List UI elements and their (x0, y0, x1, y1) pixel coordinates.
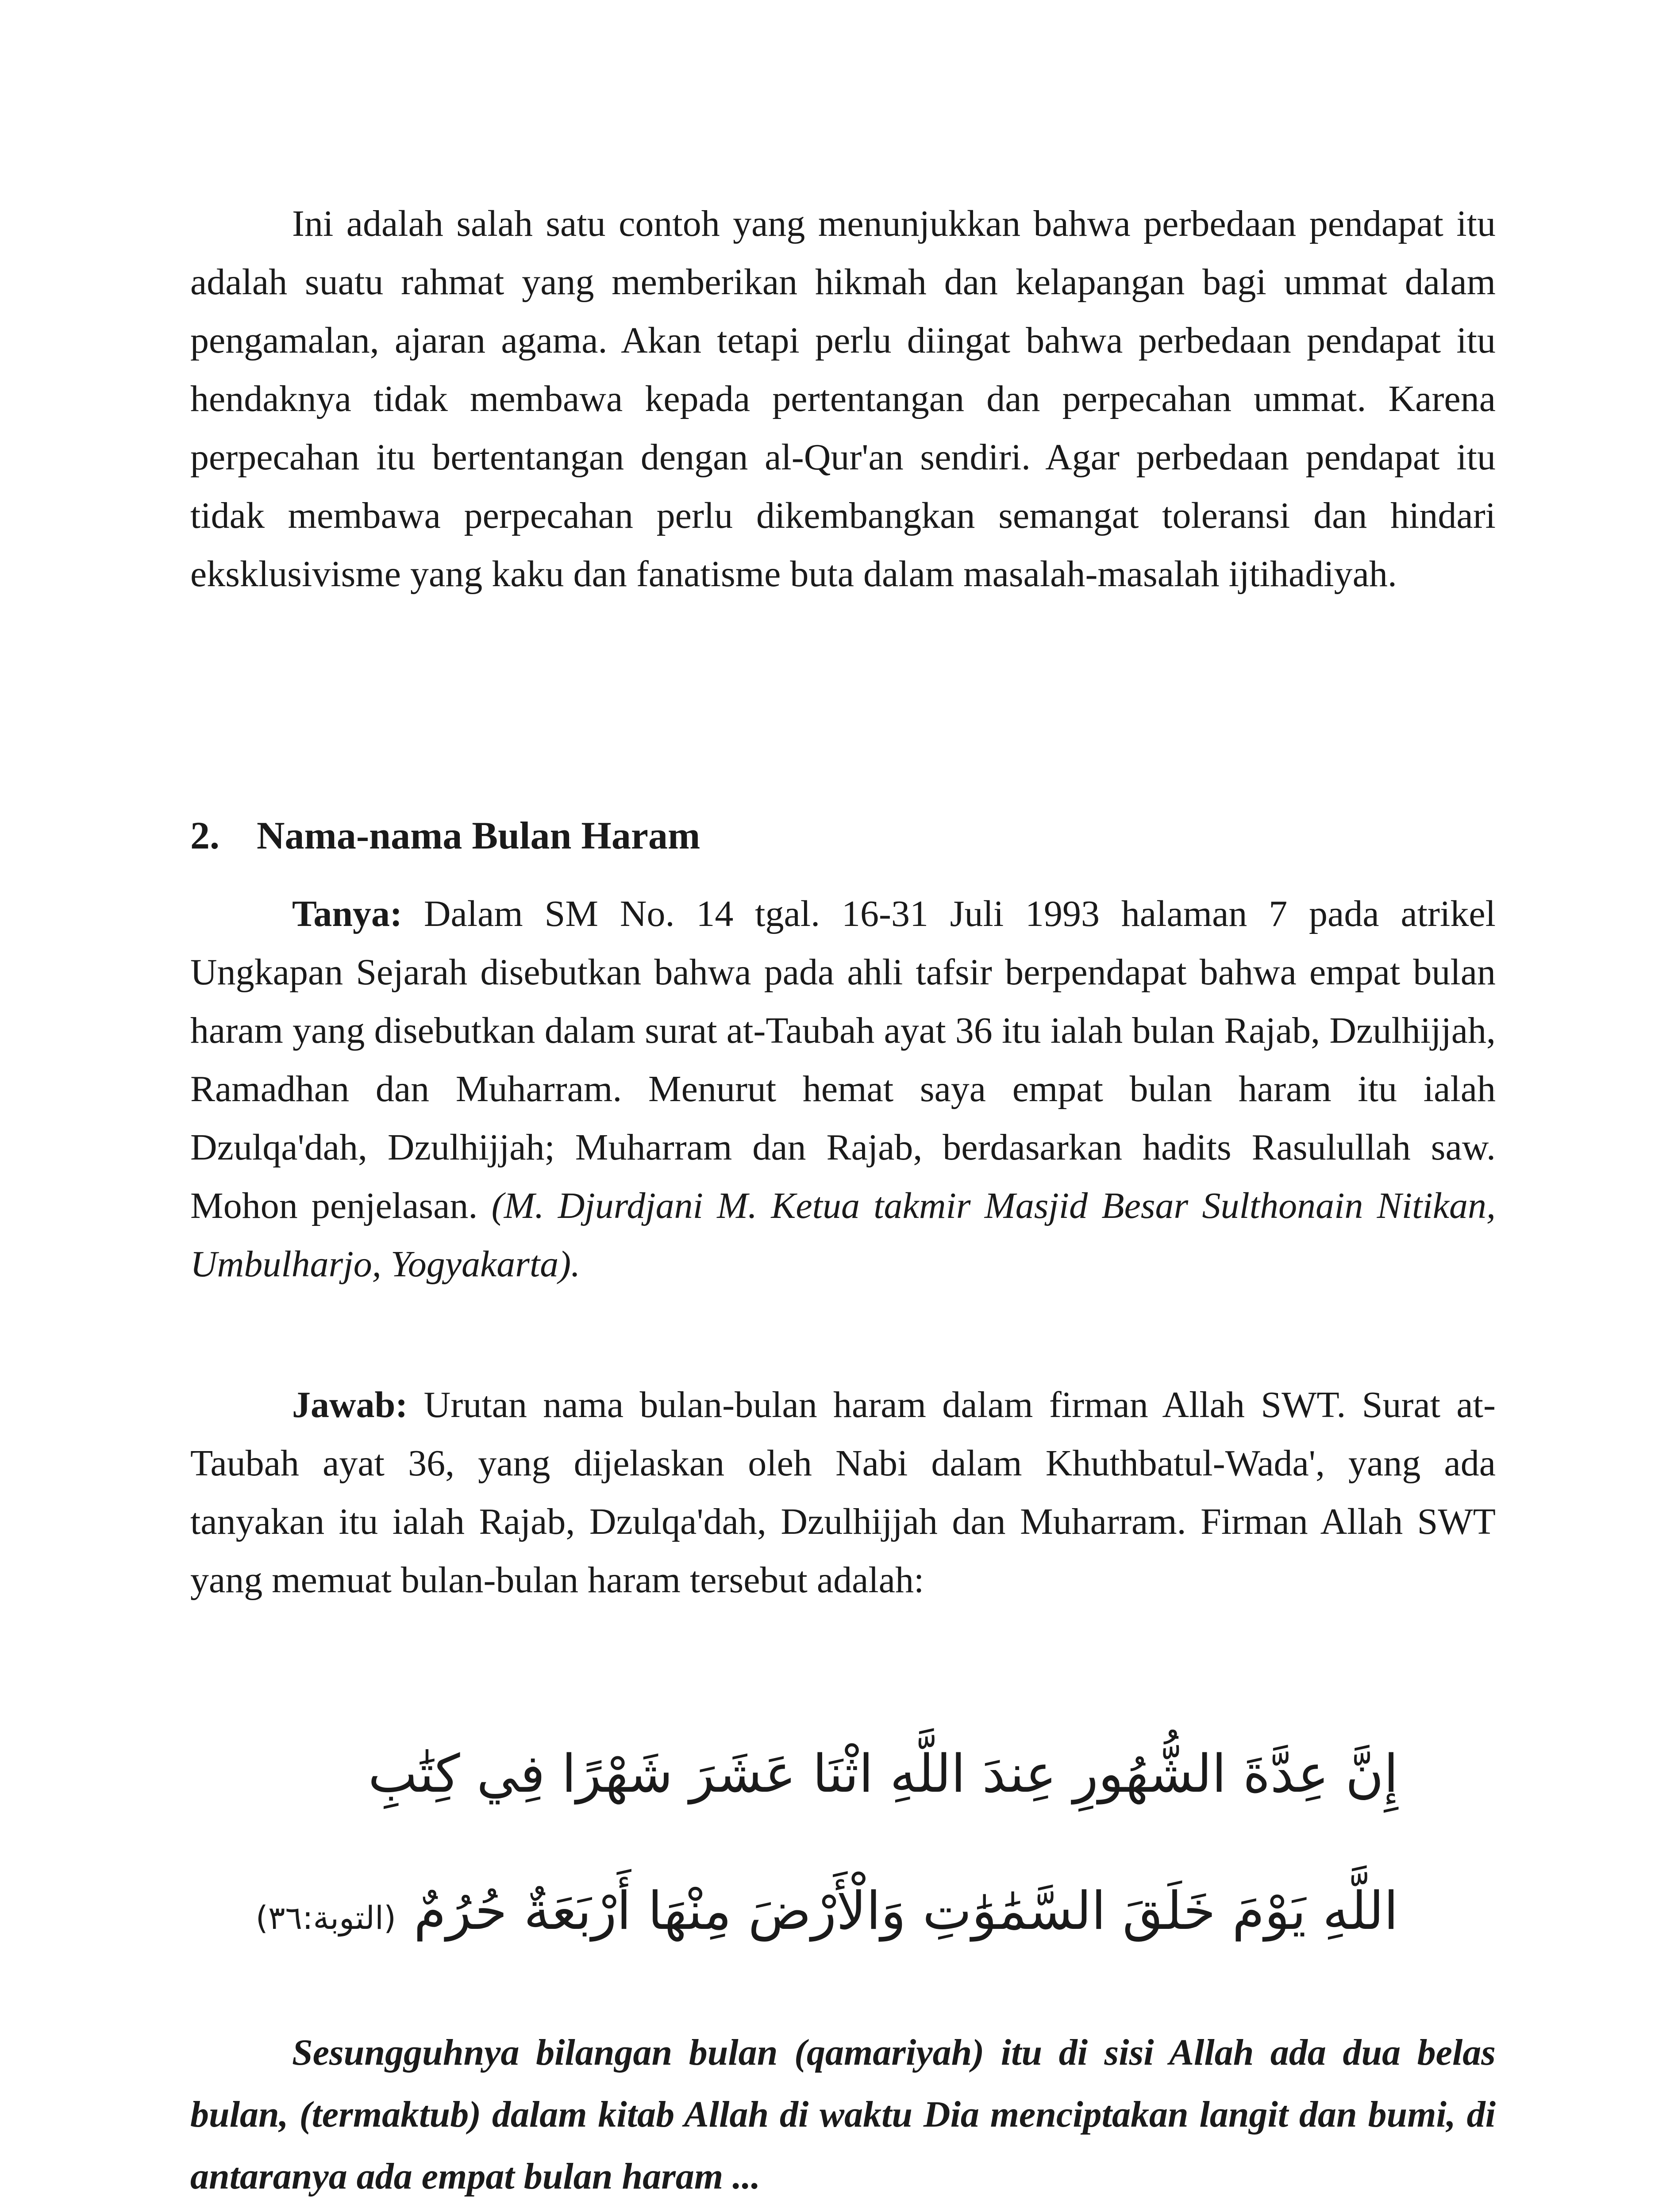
answer-label: Jawab: (292, 1384, 408, 1425)
question-block (190, 885, 1496, 1294)
answer-text: Urutan nama bulan-bulan haram dalam firman Allah SWT. Surat at-Taubah ayat 36, yang dijelaskan oleh Nabi dalam Khuthbatul-Wada', yang ada tanyakan itu ialah Rajab, Dzulqa'dah, Dzulhijjah dan Muharram. Firman Allah SWT yang memuat bulan-bulan haram tersebut adalah: (190, 1384, 1496, 1601)
answer-block (190, 1376, 1496, 1609)
verse-translation: Sesungguhnya bilangan bulan (qamariyah) itu di sisi Allah ada dua belas bulan, (termaktub) dalam kitab Allah di waktu Dia menciptakan langit dan bumi, di antaranya ada empat bulan haram ... (190, 2032, 1496, 2197)
question-label: Tanya: (292, 893, 403, 934)
section-number: 2. (190, 814, 219, 857)
answer-paragraph (190, 1376, 1496, 1609)
question-paragraph (190, 885, 1496, 1294)
section-title: Nama-nama Bulan Haram (257, 814, 700, 857)
question-text: Dalam SM No. 14 tgal. 16-31 Juli 1993 halaman 7 pada atrikel Ungkapan Sejarah disebutkan bahwa pada ahli tafsir berpendapat bahwa empat bulan haram yang disebutkan dalam surat at-Taubah ayat 36 itu ialah bulan Rajab, Dzulhijjah, Ramadhan dan Muharram. Menurut hemat saya empat bulan haram itu ialah Dzulqa'dah, Dzulhijjah; Muharram dan Rajab, berdasarkan hadits Rasulullah saw. Mohon penjelasan. (190, 893, 1496, 1226)
verse-reference: (التوبة:٣٦) (255, 1899, 396, 1936)
body-paragraph-1 (190, 195, 1496, 603)
section-heading (190, 810, 700, 863)
paragraph-1-text: Ini adalah salah satu contoh yang menunjukkan bahwa perbedaan pendapat itu adalah suatu rahmat yang memberikan hikmah dan kelapangan bagi ummat dalam pengamalan, ajaran agama. Akan tetapi perlu diingat bahwa perbedaan pendapat itu hendaknya tidak membawa kepada pertentangan dan perpecahan ummat. Karena perpecahan itu bertentangan dengan al-Qur'an sendiri. Agar perbedaan pendapat itu tidak membawa perpecahan perlu dikembangkan semangat toleransi dan hindari eksklusivisme yang kaku dan fanatisme buta dalam masalah-masalah ijtihadiyah. (190, 203, 1496, 595)
quran-verse-line-2 (255, 1880, 1398, 1941)
quran-verse-line-1: إِنَّ عِدَّةَ الشُّهُورِ عِندَ اللَّهِ اثْنَا عَشَرَ شَهْرًا فِي كِتَٰبِ (368, 1743, 1398, 1804)
quran-verse-line-2-text: اللَّهِ يَوْمَ خَلَقَ السَّمَٰوَٰتِ وَالْأَرْضَ مِنْهَا أَرْبَعَةٌ حُرُمٌ (414, 1880, 1398, 1941)
question-citation: (M. Djurdjani M. Ketua takmir Masjid Besar Sulthonain Nitikan, Umbulharjo, Yogyakarta). (190, 1185, 1496, 1285)
